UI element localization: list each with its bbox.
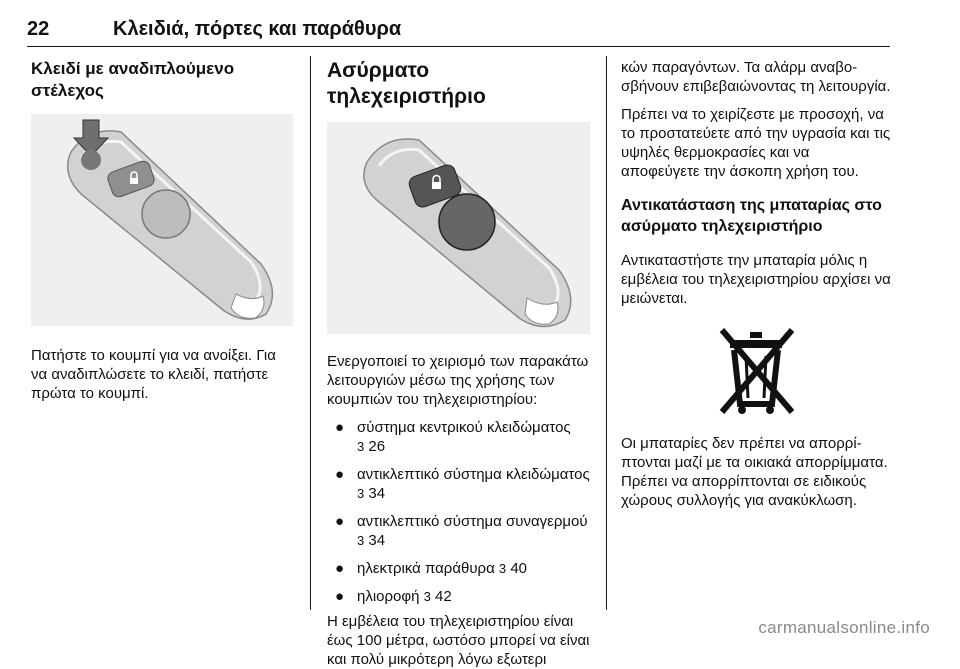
page-ref-icon[interactable]: 3 [498,561,507,576]
column-battery [621,58,891,510]
page-ref-icon[interactable]: 3 [357,439,365,454]
list-item: ● αντικλεπτικό σύστημα κλειδώματος 3 34 [335,466,590,502]
remote-intro-text: Ενεργοποιεί το χειρισμό των παρακάτω λειτουργιών μέσω της χρήσης των κουμπιών του τηλεχειριστηρίου: [327,353,589,408]
page-ref[interactable]: 34 [368,532,386,549]
list-item: ● ηλιοροφή 3 42 [335,588,452,605]
page-number: 22 [27,18,50,40]
folding-key-illustration [31,114,293,326]
page-ref[interactable]: 40 [510,560,528,577]
section-heading-folding-key: Κλειδί με αναδιπλούμενο στέλεχος [31,59,235,100]
watermark: carmanualsonline.info [758,618,930,637]
page-ref[interactable]: 42 [435,588,452,605]
alarm-text: κών παραγόντων. Τα αλάρμ αναβοσβήνουν επιβεβαιώνοντας τη λειτουργία. [621,59,891,95]
battery-replace-text: Αντικαταστήστε την μπαταρία μόλις η εμβέλεια του τηλεχειριστηρίου αρχίσει να μειώνεται. [621,252,891,307]
folding-key-figure [31,114,293,326]
list-item: ● σύστημα κεντρικού κλειδώματος 3 26 [335,419,571,455]
column-remote-control [327,58,590,669]
range-text: Η εμβέλεια του τηλεχειριστηρίου είναι έως 100 μέτρα, ωστόσο μπορεί να είναι και πολύ μικρότερη λόγω εξωτερι [327,613,590,668]
page-header [27,16,890,47]
section-heading-battery-replacement: Αντικατάσταση της μπαταρίας στο ασύρματο τηλεχειριστήριο [621,197,882,235]
column-folding-key [31,58,293,403]
page-ref[interactable]: 26 [368,438,386,455]
folding-key-instructions: Πατήστε το κουμπί για να ανοίξει. Για να αναδιπλώσετε το κλειδί, πατήστε πρώτα το κουμπί. [31,347,276,402]
remote-functions-list [327,418,590,606]
section-heading-remote-control: Ασύρματο τηλεχειριστήριο [327,59,486,108]
handling-text: Πρέπει να το χειρίζεστε με προσοχή, να το προστατεύετε από την υγρασία και τις υψηλές θερμοκρασίες και να αποφεύγετε την άσκοπη χρήση του. [621,106,891,180]
remote-control-figure [327,122,590,334]
crossed-bin-icon [706,320,806,420]
disposal-text: Οι μπαταρίες δεν πρέπει να απορρίπτονται μαζί με τα οικιακά απορρίμματα. Πρέπει να απορρίπτονται σε ειδικούς χώρους συλλογής για ανακύκλωση. [621,435,888,509]
list-item: ● αντικλεπτικό σύστημα συναγερμού 3 34 [335,513,588,549]
page-ref-icon[interactable]: 3 [357,486,365,501]
column-rule-1 [310,56,311,610]
page-title: Κλειδιά, πόρτες και παράθυρα [113,18,402,40]
page-ref[interactable]: 34 [368,485,386,502]
page-ref-icon[interactable]: 3 [423,589,431,604]
page-ref-icon[interactable]: 3 [357,533,365,548]
remote-control-illustration [327,122,590,334]
column-rule-2 [606,56,607,610]
list-item: ● ηλεκτρικά παράθυρα 3 40 [335,560,528,577]
